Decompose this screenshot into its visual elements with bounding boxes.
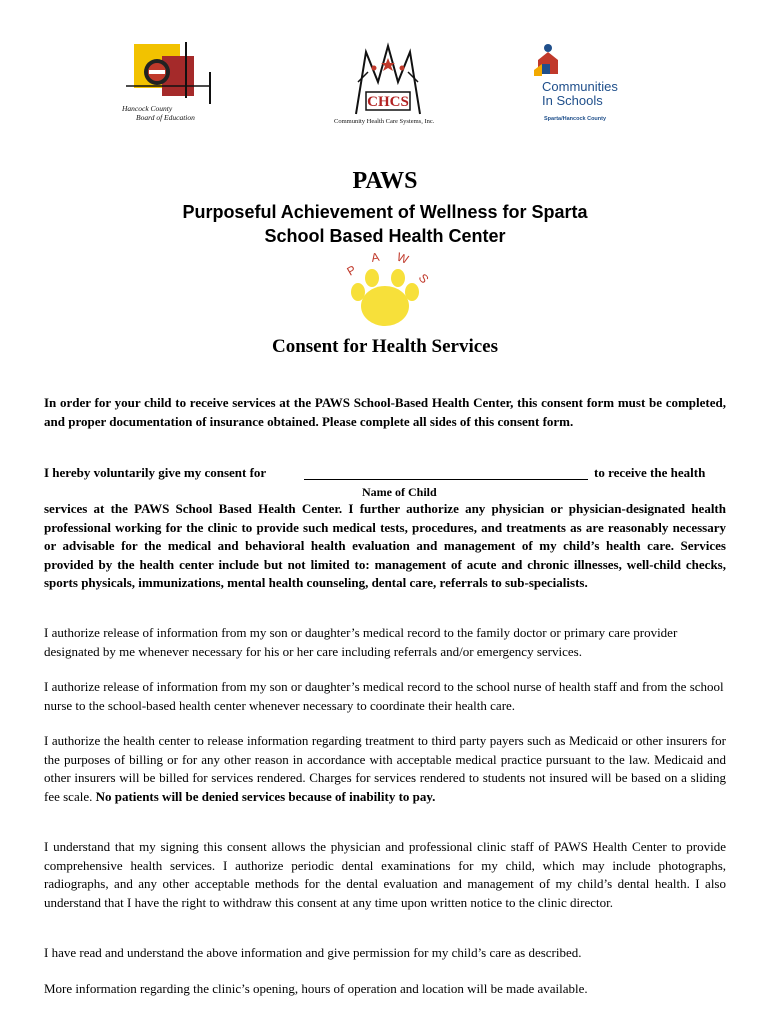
hancock-caption: Hancock County Board of Education: [122, 104, 195, 122]
document-title: PAWS: [352, 168, 418, 194]
consent-heading: Consent for Health Services: [271, 336, 499, 357]
document-subtitle: Purposeful Achievement of Wellness for Sparta School Based Health Center: [182, 202, 588, 246]
child-name-field[interactable]: [304, 479, 588, 480]
chcs-acronym: CHCS: [367, 94, 409, 110]
services-paragraph: services at the PAWS School Based Health Center. I further authorize any physician or physician-designated health professional working for the clinic to provide such medical tests, procedures, and treatments as are reasonably necessary or advisable for the medical and behavioral health evaluation and management of my child’s health care. Services provided by the health center include but not limited to: management of acute and chronic illnesses, well-child checks, sports physicals, immunizations, mental health counseling, dental care, referrals to sub-specialists.: [44, 501, 726, 591]
consent-line: [44, 465, 726, 485]
communities-in-schools-logo: [528, 40, 648, 130]
chcs-caption: Community Health Care Systems, Inc.: [334, 118, 435, 125]
child-name-caption: Name of Child: [362, 485, 437, 499]
dental-paragraph: I understand that my signing this consent allows the physician and professional clinic staff of PAWS Health Center to provide comprehensive health services. I authorize periodic dental examinations for my child, which may include photographs, radiographs, and any other acceptable methods for the dental evaluation and management of my child’s dental health. I also understand that I have the right to withdraw this consent at any time upon written notice to the clinic director.: [44, 839, 726, 910]
release-nurse-paragraph: I authorize release of information from my son or daughter’s medical record to the school nurse of health staff and from the school nurse to the school-based health center whenever necessary to coordinate their health care.: [44, 679, 724, 713]
hancock-county-logo: [118, 42, 218, 130]
chcs-emblem-icon: [328, 42, 448, 118]
billing-paragraph: [44, 732, 726, 806]
cis-title: Communities In Schools: [542, 79, 618, 108]
billing-text: I authorize the health center to release information regarding treatment to third party payers such as Medicaid or other insurers for the purposes of billing or for any other reason in accordance with acceptable medical practice pursuant to the law. Medicaid and other insurers will be billed for services rendered. Charges for services rendered to students not insured will be based on a sliding fee scale.: [44, 733, 726, 804]
billing-bold-text: No patients will be denied services because of inability to pay.: [92, 788, 436, 804]
paw-letter-w: W: [394, 249, 411, 267]
permission-paragraph: I have read and understand the above information and give permission for my child’s care as described.: [44, 945, 582, 960]
consent-lead-text: I hereby voluntarily give my consent for: [44, 465, 267, 480]
paw-print-icon: [330, 246, 440, 334]
consent-trail-text: to receive the health: [594, 465, 706, 480]
intro-paragraph: In order for your child to receive services at the PAWS School-Based Health Center, this consent form must be completed, and proper documentation of insurance obtained. Please complete all sides of this consent form.: [44, 395, 726, 429]
paw-letter-s: S: [415, 270, 432, 287]
hancock-emblem-icon: [118, 42, 218, 106]
cis-subtitle: Sparta/Hancock County: [544, 116, 607, 122]
paw-letter-p: P: [344, 262, 359, 279]
cis-emblem-icon: [528, 40, 568, 80]
chcs-logo: [328, 42, 448, 130]
more-info-paragraph: More information regarding the clinic’s opening, hours of operation and location will be made available.: [44, 981, 588, 996]
release-family-paragraph: I authorize release of information from my son or daughter’s medical record to the family doctor or primary care provider designated by me whenever necessary for his or her care including referrals and/or emergency services.: [44, 625, 678, 659]
paw-letter-a: A: [370, 249, 381, 265]
